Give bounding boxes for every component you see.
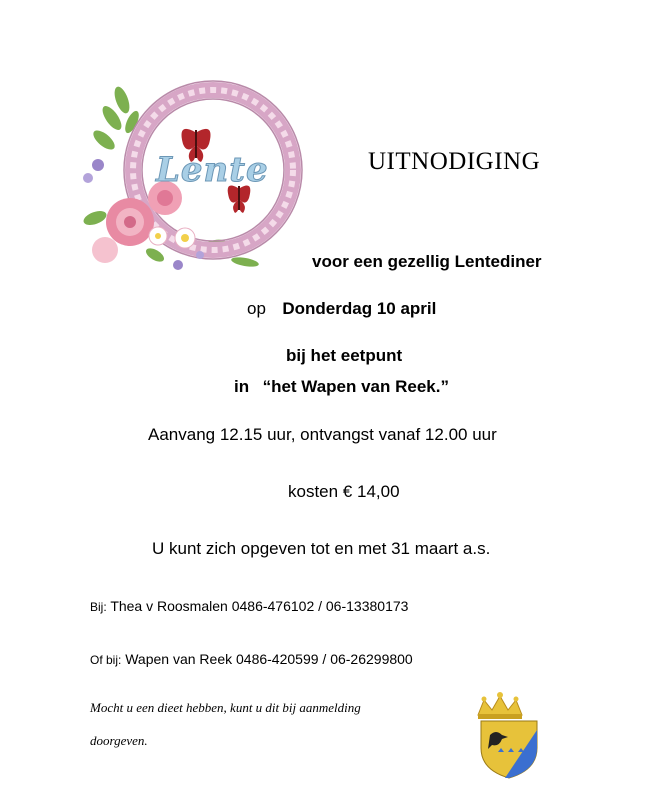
location-name: “het Wapen van Reek.” xyxy=(262,377,449,396)
contact-text: Thea v Roosmalen 0486-476102 / 06-13380173 xyxy=(110,598,409,614)
lente-badge-text: Lente xyxy=(156,150,269,190)
contact-text: Wapen van Reek 0486-420599 / 06-26299800 xyxy=(125,651,413,667)
location-prefix: in xyxy=(234,377,250,396)
contact-label: Of bij: xyxy=(90,653,122,667)
date-prefix: op xyxy=(247,299,266,318)
contact-label: Bij: xyxy=(90,600,107,614)
location-line: bij het eetpunt xyxy=(286,346,403,365)
diet-note-line2: doorgeven. xyxy=(90,733,148,748)
invitation-occasion: voor een gezellig Lentediner xyxy=(312,252,542,271)
start-time: Aanvang 12.15 uur, ontvangst vanaf 12.00 uur xyxy=(148,425,497,444)
cost: kosten € 14,00 xyxy=(288,482,400,501)
event-date: Donderdag 10 april xyxy=(282,299,437,318)
diet-note-line1: Mocht u een dieet hebben, kunt u dit bij aanmelding xyxy=(90,700,361,715)
signup-deadline: U kunt zich opgeven tot en met 31 maart a.s. xyxy=(152,539,491,558)
page-title: UITNODIGING xyxy=(368,148,541,175)
